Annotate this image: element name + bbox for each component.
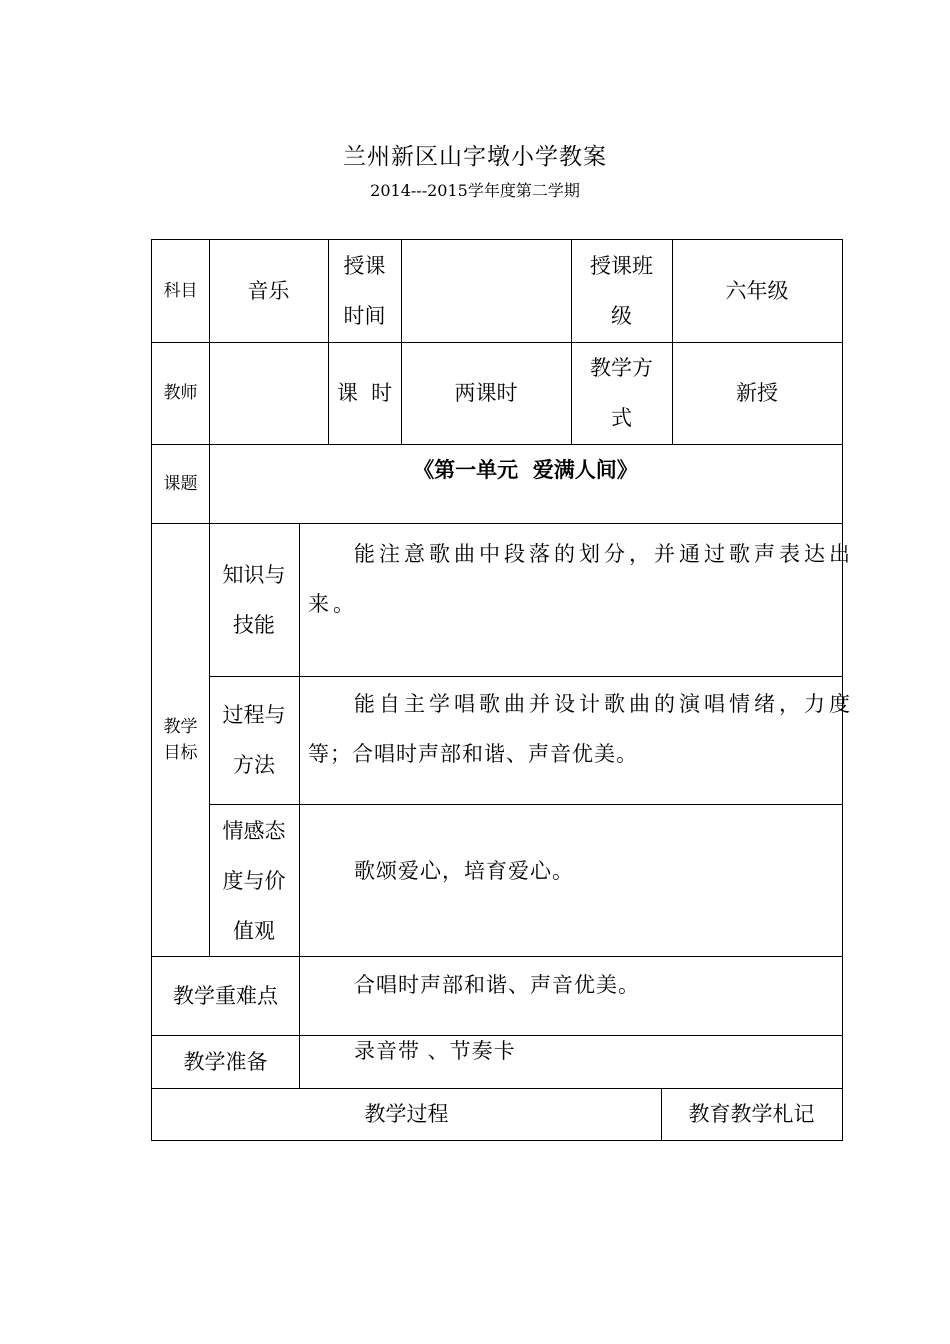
period-label: 课 时: [336, 381, 393, 405]
emotion-label-line: 情感态: [222, 819, 286, 843]
emotion-label-line: 值观: [233, 919, 275, 943]
class-label: [571, 240, 672, 342]
period-value: 两课时: [454, 381, 518, 405]
process-label: [209, 676, 299, 804]
time-label-line: 授课: [343, 254, 386, 278]
method-label: [571, 342, 672, 444]
class-value: 六年级: [725, 279, 789, 303]
time-label: [328, 240, 401, 342]
key-points-label: 教学重难点: [173, 983, 278, 1008]
teaching-process-header: 教学过程: [364, 1102, 449, 1126]
process-text-line: 能自主学唱歌曲并设计歌曲的演唱情绪，力度: [354, 692, 854, 716]
row-divider: [209, 804, 842, 805]
preparation-value: 录音带 、节奏卡: [354, 1039, 516, 1063]
method-label-line: 式: [611, 406, 632, 430]
knowledge-label-line: 知识与: [222, 562, 286, 587]
topic-label: 课题: [163, 473, 198, 494]
class-label-line: 级: [611, 304, 632, 328]
process-text-line: 等；合唱时声部和谐、声音优美。: [308, 742, 638, 766]
time-label-line: 时间: [343, 304, 386, 328]
objectives-label-line: 教学: [163, 716, 198, 737]
page-title: 兰州新区山字墩小学教案: [343, 144, 607, 170]
teacher-label: 教师: [163, 383, 198, 403]
lesson-plan-table: [151, 239, 854, 1141]
teaching-notes-header: 教育教学札记: [688, 1102, 815, 1126]
knowledge-label-line: 技能: [233, 612, 275, 637]
topic-value: 《第一单元 爱满人间》: [413, 457, 638, 482]
method-value: 新授: [736, 381, 778, 405]
subject-value: 音乐: [247, 279, 290, 303]
knowledge-text-line: 能注意歌曲中段落的划分，并通过歌声表达出: [354, 542, 854, 566]
emotion-label: [209, 806, 299, 956]
preparation-label: 教学准备: [183, 1049, 268, 1074]
time-value: [401, 240, 571, 342]
subject-label: 科目: [163, 281, 198, 301]
teacher-value: [209, 342, 328, 444]
class-label-line: 授课班: [590, 254, 653, 278]
objectives-label: [152, 523, 209, 956]
process-text: [308, 679, 854, 779]
knowledge-text: [308, 529, 854, 629]
process-label-line: 方法: [233, 753, 275, 777]
row-divider: [209, 676, 842, 677]
method-label-line: 教学方: [590, 356, 653, 380]
knowledge-text-line: 来。: [308, 592, 358, 616]
objectives-label-line: 目标: [163, 742, 198, 763]
process-label-line: 过程与: [222, 703, 286, 727]
key-points-value: 合唱时声部和谐、声音优美。: [354, 973, 640, 997]
emotion-label-line: 度与价: [222, 869, 286, 893]
knowledge-label: [209, 523, 299, 676]
col-divider: [299, 956, 300, 1088]
emotion-text: 歌颂爱心，培育爱心。: [354, 859, 574, 883]
page-subtitle: 2014---2015学年度第二学期: [370, 181, 580, 200]
